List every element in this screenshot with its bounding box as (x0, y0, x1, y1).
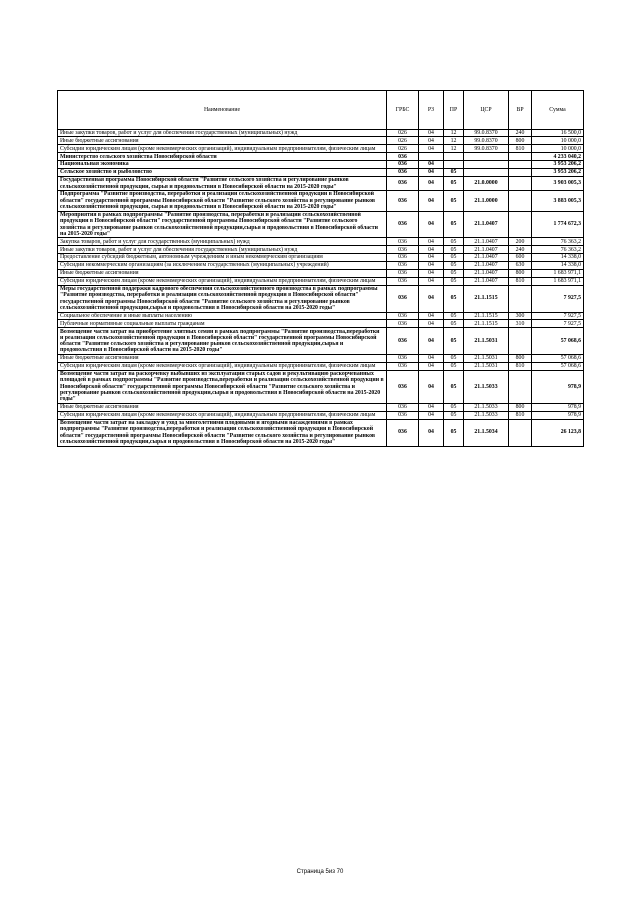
table-row (58, 137, 584, 145)
cell-sum: 7 927,5 (532, 320, 584, 328)
cell-name: Иные бюджетные ассигнования (58, 269, 387, 277)
cell-grbs: 036 (387, 169, 419, 177)
cell-name: Субсидии некоммерческим организациям (за исключением государственных (муниципальных) учреждений) (58, 262, 387, 270)
cell-name: Подпрограмма "Развитие производства, переработки и реализации сельскохозяйственной продукции в Новосибирской области" государственной программы Новосибирской области "Развитие сельского хозяйства и регулирование рынков сельскохозяйственной продукции, сырья и продовольствия в Новосибирской области на 2015-2020 годы" (58, 191, 387, 211)
cell-pr: 05 (444, 328, 464, 355)
cell-name: Возмещение части затрат на приобретение элитных семян в рамках подпрограммы "Развитие производства,переработки и реализации сельскохозяйственной продукции в Новосибирской области" государственной программы Новосибирской области "Развитие сельского хозяйства и регулирование рынков сельскохозяйственной продукции,сырья и продовольствия в Новосибирской области на 2015-2020 годы" (58, 328, 387, 355)
cell-vr: 800 (509, 403, 532, 411)
cell-pr: 05 (444, 211, 464, 238)
cell-vr (509, 285, 532, 312)
cell-pr: 05 (444, 285, 464, 312)
cell-grbs: 036 (387, 411, 419, 419)
cell-csr: 21.1.1515 (464, 320, 509, 328)
table-row (58, 403, 584, 411)
cell-vr (509, 370, 532, 403)
cell-vr: 630 (509, 262, 532, 270)
cell-csr: 21.1.5034 (464, 419, 509, 446)
cell-csr: 21.1.5033 (464, 370, 509, 403)
cell-csr: 99.0.8370 (464, 129, 509, 137)
cell-sum: 14 338,0 (532, 254, 584, 262)
header-vr: ВР (509, 91, 532, 130)
cell-pr (444, 161, 464, 169)
table-row (58, 355, 584, 363)
cell-name: Закупка товаров, работ и услуг для государственных (муниципальных) нужд (58, 238, 387, 246)
cell-rz: 04 (419, 355, 444, 363)
table-row (58, 129, 584, 137)
cell-vr: 300 (509, 312, 532, 320)
cell-sum: 57 068,6 (532, 328, 584, 355)
table-row (58, 269, 584, 277)
cell-sum: 16 500,0 (532, 129, 584, 137)
cell-vr: 810 (509, 145, 532, 153)
cell-rz: 04 (419, 362, 444, 370)
table-row (58, 211, 584, 238)
table-row (58, 312, 584, 320)
cell-rz: 04 (419, 161, 444, 169)
cell-rz: 04 (419, 254, 444, 262)
cell-csr: 21.1.5033 (464, 403, 509, 411)
header-pr: ПР (444, 91, 464, 130)
cell-grbs: 036 (387, 161, 419, 169)
cell-sum: 57 068,6 (532, 355, 584, 363)
cell-name: Иные бюджетные ассигнования (58, 355, 387, 363)
cell-sum: 57 068,6 (532, 362, 584, 370)
cell-csr (464, 169, 509, 177)
cell-grbs: 036 (387, 238, 419, 246)
cell-vr (509, 153, 532, 161)
table-row (58, 238, 584, 246)
table-row (58, 161, 584, 169)
cell-rz: 04 (419, 246, 444, 254)
cell-pr: 05 (444, 246, 464, 254)
table-body (58, 129, 584, 446)
cell-rz: 04 (419, 328, 444, 355)
cell-rz: 04 (419, 238, 444, 246)
cell-name: Государственная программа Новосибирской области "Развитие сельского хозяйства и регулирование рынков сельскохозяйственной продукции, сырья и продовольствия в Новосибирской области на 2015-2020 годы" (58, 176, 387, 190)
cell-sum: 3 903 005,3 (532, 176, 584, 190)
cell-name: Меры государственной поддержки кадрового обеспечения сельскохозяйственного производства в рамках подпрограммы "Развитие производства, переработки и реализации сельскохозяйственной продукции в Новосибирской области" государственной программы Новосибирской области "Развитие сельского хозяйства и регулирование рынков сельскохозяйственной продукции,сырья и продовольствия в Новосибирской области на 2015-2020 годы" (58, 285, 387, 312)
cell-sum: 1 683 971,1 (532, 277, 584, 285)
cell-sum: 978,9 (532, 403, 584, 411)
cell-csr: 21.1.1515 (464, 312, 509, 320)
cell-sum: 1 683 971,1 (532, 269, 584, 277)
header-sum: Сумма (532, 91, 584, 130)
cell-vr (509, 328, 532, 355)
cell-csr: 21.1.5031 (464, 362, 509, 370)
cell-name: Субсидии юридическим лицам (кроме некоммерческих организаций), индивидуальным предпринимателям, физическим лицам (58, 145, 387, 153)
cell-rz: 04 (419, 411, 444, 419)
cell-grbs: 036 (387, 362, 419, 370)
cell-pr: 05 (444, 320, 464, 328)
cell-vr (509, 161, 532, 169)
table-row (58, 254, 584, 262)
cell-rz: 04 (419, 145, 444, 153)
cell-rz: 04 (419, 191, 444, 211)
cell-rz: 04 (419, 370, 444, 403)
table-row (58, 370, 584, 403)
table-row (58, 153, 584, 161)
cell-sum: 3 953 206,2 (532, 161, 584, 169)
cell-name: Сельское хозяйство и рыболовство (58, 169, 387, 177)
cell-vr (509, 419, 532, 446)
cell-rz: 04 (419, 137, 444, 145)
cell-rz: 04 (419, 277, 444, 285)
table-row (58, 328, 584, 355)
cell-vr: 240 (509, 129, 532, 137)
cell-sum: 14 338,0 (532, 262, 584, 270)
cell-csr: 21.1.0407 (464, 262, 509, 270)
cell-sum: 978,9 (532, 370, 584, 403)
header-grbs: ГРБС (387, 91, 419, 130)
cell-rz: 04 (419, 129, 444, 137)
cell-csr: 21.1.0407 (464, 238, 509, 246)
cell-csr (464, 161, 509, 169)
cell-csr: 21.1.5031 (464, 328, 509, 355)
cell-vr (509, 176, 532, 190)
cell-sum: 3 883 005,3 (532, 191, 584, 211)
cell-rz: 04 (419, 320, 444, 328)
cell-pr: 05 (444, 370, 464, 403)
cell-rz: 04 (419, 262, 444, 270)
table-row (58, 145, 584, 153)
cell-name: Предоставление субсидий бюджетным, автономным учреждениям и иным некоммерческим организациям (58, 254, 387, 262)
cell-grbs: 036 (387, 176, 419, 190)
cell-sum: 26 123,8 (532, 419, 584, 446)
cell-sum: 10 000,0 (532, 137, 584, 145)
table-row (58, 285, 584, 312)
table-row (58, 320, 584, 328)
cell-pr: 12 (444, 145, 464, 153)
cell-name: Иные закупки товаров, работ и услуг для обеспечения государственных (муниципальных) нужд (58, 246, 387, 254)
cell-csr: 99.0.8370 (464, 145, 509, 153)
cell-sum: 10 000,0 (532, 145, 584, 153)
cell-rz: 04 (419, 403, 444, 411)
cell-rz (419, 153, 444, 161)
cell-sum: 1 774 672,3 (532, 211, 584, 238)
table-row (58, 246, 584, 254)
cell-grbs: 036 (387, 191, 419, 211)
table-header-row (58, 91, 584, 130)
cell-grbs: 036 (387, 285, 419, 312)
cell-grbs: 036 (387, 269, 419, 277)
cell-vr: 810 (509, 277, 532, 285)
cell-grbs: 036 (387, 312, 419, 320)
header-csr: ЦСР (464, 91, 509, 130)
cell-vr: 310 (509, 320, 532, 328)
cell-pr: 05 (444, 419, 464, 446)
header-name: Наименование (58, 91, 387, 130)
cell-name: Субсидии юридическим лицам (кроме некоммерческих организаций), индивидуальным предпринимателям, физическим лицам (58, 411, 387, 419)
cell-csr: 21.1.0407 (464, 211, 509, 238)
cell-rz: 04 (419, 176, 444, 190)
table-row (58, 176, 584, 190)
cell-name: Иные бюджетные ассигнования (58, 403, 387, 411)
cell-name: Социальное обеспечение и иные выплаты населению (58, 312, 387, 320)
cell-csr: 21.1.1515 (464, 285, 509, 312)
cell-sum: 76 363,2 (532, 246, 584, 254)
cell-grbs: 036 (387, 262, 419, 270)
cell-csr: 21.1.0407 (464, 277, 509, 285)
cell-pr: 05 (444, 269, 464, 277)
cell-rz: 04 (419, 211, 444, 238)
cell-vr: 200 (509, 238, 532, 246)
cell-vr: 600 (509, 254, 532, 262)
table-row (58, 362, 584, 370)
cell-csr: 21.0.0000 (464, 176, 509, 190)
cell-grbs: 036 (387, 403, 419, 411)
table-row (58, 277, 584, 285)
page-number: Страница 5из 70 (296, 869, 344, 875)
cell-csr: 21.1.0407 (464, 254, 509, 262)
cell-grbs: 036 (387, 370, 419, 403)
cell-vr (509, 211, 532, 238)
cell-sum: 76 363,2 (532, 238, 584, 246)
cell-name: Субсидии юридическим лицам (кроме некоммерческих организаций), индивидуальным предпринимателям, физическим лицам (58, 362, 387, 370)
cell-pr: 05 (444, 176, 464, 190)
cell-grbs: 036 (387, 254, 419, 262)
cell-vr: 810 (509, 411, 532, 419)
cell-name: Мероприятия в рамках подпрограммы "Развитие производства, переработки и реализации сельскохозяйственной продукции в Новосибирской области" государственной программы Новосибирской области "Развитие сельского хозяйства и регулирование рынков сельскохозяйственной продукции,сырья и продовольствия в Новосибирской области на 2015-2020 годы" (58, 211, 387, 238)
cell-sum: 4 233 040,2 (532, 153, 584, 161)
cell-csr (464, 153, 509, 161)
cell-pr: 05 (444, 262, 464, 270)
cell-sum: 978,9 (532, 411, 584, 419)
cell-name: Возмещение части затрат на раскорчевку выбывших из эксплуатации старых садов и рекультивацию раскорчеванных площадей в рамках подпрограммы "Развитие производства,переработки и реализации сельскохозяйственной продукции в Новосибирской области" государственной программы Новосибирской области "Развитие сельского хозяйства и регулирование рынков сельскохозяйственной продукции,сырья и продовольствия в Новосибирской области на 2015-2020 годы" (58, 370, 387, 403)
cell-grbs: 036 (387, 211, 419, 238)
cell-name: Субсидии юридическим лицам (кроме некоммерческих организаций), индивидуальным предпринимателям, физическим лицам (58, 277, 387, 285)
cell-rz: 04 (419, 312, 444, 320)
cell-vr: 800 (509, 137, 532, 145)
table-row (58, 191, 584, 211)
table-row (58, 262, 584, 270)
cell-csr: 99.0.8370 (464, 137, 509, 145)
table-row (58, 169, 584, 177)
cell-pr: 05 (444, 191, 464, 211)
cell-vr (509, 191, 532, 211)
cell-grbs: 036 (387, 328, 419, 355)
cell-csr: 21.1.0407 (464, 246, 509, 254)
cell-sum: 3 953 206,2 (532, 169, 584, 177)
cell-grbs: 026 (387, 145, 419, 153)
cell-grbs: 036 (387, 246, 419, 254)
cell-rz: 04 (419, 169, 444, 177)
cell-name: Иные закупки товаров, работ и услуг для обеспечения государственных (муниципальных) нужд (58, 129, 387, 137)
cell-pr: 12 (444, 137, 464, 145)
cell-sum: 7 927,5 (532, 285, 584, 312)
cell-csr: 21.1.5033 (464, 411, 509, 419)
cell-vr: 240 (509, 246, 532, 254)
cell-pr: 05 (444, 277, 464, 285)
cell-grbs: 026 (387, 129, 419, 137)
cell-grbs: 026 (387, 137, 419, 145)
cell-vr: 800 (509, 355, 532, 363)
table-row (58, 419, 584, 446)
cell-pr: 05 (444, 312, 464, 320)
cell-pr: 05 (444, 169, 464, 177)
cell-pr (444, 153, 464, 161)
cell-name: Иные бюджетные ассигнования (58, 137, 387, 145)
cell-rz: 04 (419, 285, 444, 312)
cell-grbs: 036 (387, 419, 419, 446)
cell-pr: 05 (444, 403, 464, 411)
cell-grbs: 036 (387, 277, 419, 285)
cell-rz: 04 (419, 269, 444, 277)
cell-csr: 21.1.0000 (464, 191, 509, 211)
cell-pr: 05 (444, 254, 464, 262)
cell-pr: 05 (444, 362, 464, 370)
cell-pr: 05 (444, 411, 464, 419)
cell-vr: 810 (509, 362, 532, 370)
cell-csr: 21.1.0407 (464, 269, 509, 277)
cell-name: Возмещение части затрат на закладку и уход за многолетними плодовыми и ягодными насаждениями в рамках подпрограммы "Развитие производства,переработки и реализации сельскохозяйственной продукции в Новосибирской области" государственной программы Новосибирской области "Развитие сельского хозяйства и регулирование рынков сельскохозяйственной продукции,сырья и продовольствия в Новосибирской области на 2015-2020 годы" (58, 419, 387, 446)
cell-sum: 7 927,5 (532, 312, 584, 320)
header-rz: РЗ (419, 91, 444, 130)
cell-csr: 21.1.5031 (464, 355, 509, 363)
cell-vr (509, 169, 532, 177)
cell-name: Публичные нормативные социальные выплаты гражданам (58, 320, 387, 328)
cell-name: Министерство сельского хозяйства Новосибирской области (58, 153, 387, 161)
cell-grbs: 036 (387, 320, 419, 328)
cell-grbs: 036 (387, 153, 419, 161)
cell-vr: 800 (509, 269, 532, 277)
cell-pr: 05 (444, 238, 464, 246)
cell-pr: 12 (444, 129, 464, 137)
budget-table (57, 90, 584, 447)
cell-grbs: 036 (387, 355, 419, 363)
cell-name: Национальная экономика (58, 161, 387, 169)
cell-rz: 04 (419, 419, 444, 446)
cell-pr: 05 (444, 355, 464, 363)
table-row (58, 411, 584, 419)
